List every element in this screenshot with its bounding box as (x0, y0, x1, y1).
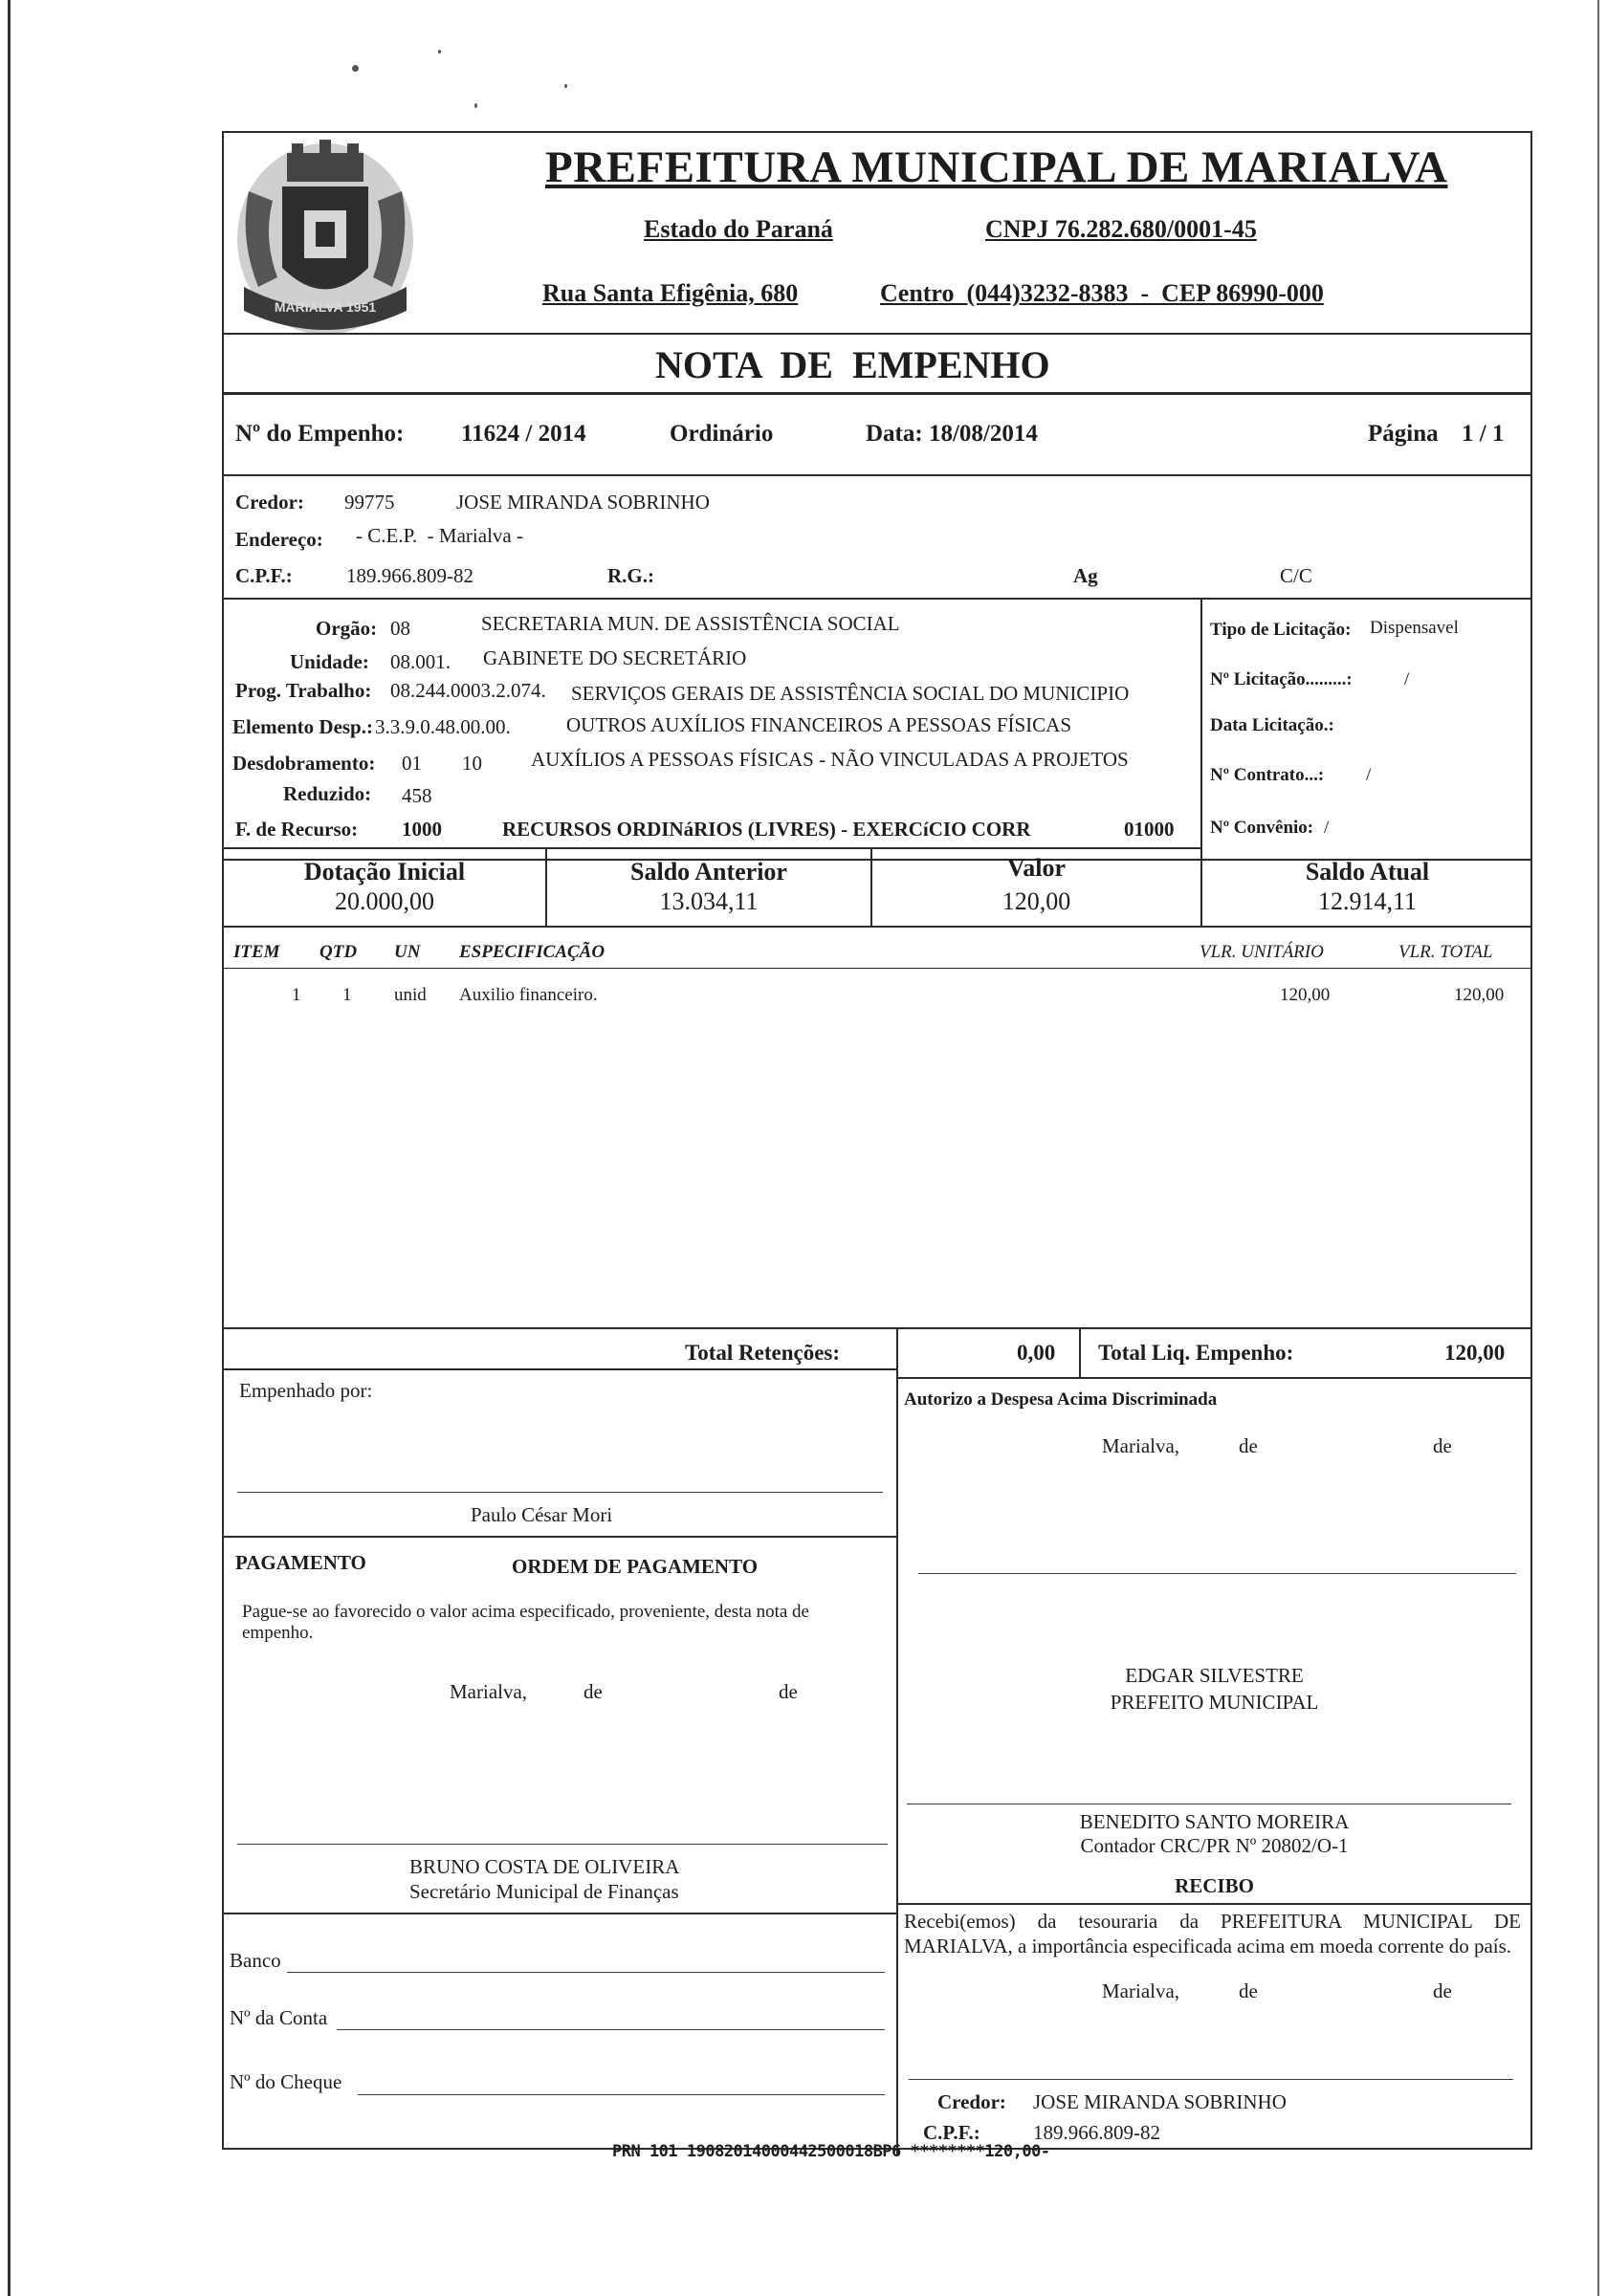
desdobramento-label: Desdobramento: (232, 752, 376, 775)
recurso-label: F. de Recurso: (235, 818, 359, 841)
divider (222, 1913, 896, 1914)
scan-left-edge (8, 0, 11, 2296)
cpf-label: C.P.F.: (235, 564, 293, 587)
item-row-un: unid (394, 985, 427, 1005)
contador-title: Contador CRC/PR Nº 20802/O-1 (1080, 1834, 1349, 1857)
licitacao-number-value: / (1404, 669, 1410, 689)
divider (222, 926, 1532, 928)
item-row-valor-unitario: 120,00 (1280, 985, 1331, 1005)
saldo-anterior-value: 13.034,11 (659, 887, 759, 915)
divider (222, 474, 1532, 476)
cheque-label: Nº do Cheque (230, 2070, 342, 2093)
prefeito-name: EDGAR SILVESTRE (1125, 1664, 1304, 1687)
prefeito-title: PREFEITO MUNICIPAL (1110, 1691, 1319, 1714)
endereco-label: Endereço: (235, 528, 323, 551)
cheque-line (358, 2094, 885, 2095)
divider (222, 333, 1532, 335)
divider (896, 1903, 1532, 1905)
banco-line (287, 1972, 885, 1973)
autorizo-text: Autorizo a Despesa Acima Discriminada (904, 1389, 1218, 1410)
divider (222, 598, 1532, 600)
tipo-licitacao-label: Tipo de Licitação: (1210, 620, 1352, 640)
saldo-atual-value: 12.914,11 (1317, 887, 1418, 915)
pague-text: Pague-se ao favorecido o valor acima especificado, proveniente, desta nota de empenho. (242, 1602, 809, 1643)
divider (222, 1536, 896, 1538)
conta-line (337, 2029, 885, 2030)
reduzido-label: Reduzido: (283, 782, 372, 805)
orgao-label: Orgão: (316, 617, 378, 640)
dotacao-label: Dotação Inicial (303, 858, 466, 886)
licitacao-date-label: Data Licitação.: (1210, 715, 1334, 735)
divider (222, 1368, 896, 1370)
desdobramento-desc: AUXÍLIOS A PESSOAS FÍSICAS - NÃO VINCULADAS A PROJETOS (531, 748, 1129, 771)
item-header: ITEM (233, 942, 280, 962)
valor-label: Valor (1006, 854, 1067, 882)
page-number: 1 / 1 (1462, 421, 1505, 447)
contrato-value: / (1366, 765, 1372, 785)
footer-code: PRN 101 19082014000442500018BP6 ********120,00- (612, 2142, 1050, 2161)
banco-label: Banco (230, 1949, 281, 1972)
item-row-qtd: 1 (342, 985, 352, 1005)
cpf-value: 189.966.809-82 (346, 564, 473, 587)
cc-label: C/C (1280, 564, 1312, 587)
orgao-code: 08 (390, 617, 410, 640)
divider (222, 1327, 1532, 1329)
un-header: UN (394, 942, 421, 962)
ag-label: Ag (1073, 564, 1098, 587)
liq-empenho-value: 120,00 (1444, 1341, 1506, 1365)
scan-right-edge (1597, 0, 1599, 2296)
recibo-de-2: de (1433, 1979, 1452, 2002)
scan-speck (438, 50, 441, 54)
prog-desc: SERVIÇOS GERAIS DE ASSISTÊNCIA SOCIAL DO MUNICIPIO (571, 682, 1130, 705)
empenhado-label: Empenhado por: (239, 1379, 373, 1402)
receipt-cpf-label: C.P.F.: (923, 2121, 980, 2144)
scan-speck (474, 103, 477, 108)
signature-line (237, 1492, 883, 1493)
unidade-desc: GABINETE DO SECRETÁRIO (483, 646, 747, 669)
signature-line (918, 1573, 1516, 1574)
empenho-number: 11624 / 2014 (461, 421, 586, 447)
divider (222, 847, 1201, 849)
divider (896, 1377, 1532, 1379)
address-street: Rua Santa Efigênia, 680 (542, 279, 799, 307)
convenio-label: Nº Convênio: (1210, 818, 1314, 838)
elemento-code: 3.3.9.0.48.00.00. (375, 715, 511, 738)
autorizo-de-2: de (1433, 1434, 1452, 1457)
recibo-de-1: de (1239, 1979, 1258, 2002)
credor-code: 99775 (344, 491, 395, 514)
scan-speck (352, 65, 359, 72)
pagamento-label: PAGAMENTO (235, 1551, 366, 1574)
ordem-pagamento-label: ORDEM DE PAGAMENTO (512, 1555, 759, 1578)
conta-label: Nº da Conta (230, 2006, 328, 2029)
endereco-value: - C.E.P. - Marialva - (356, 524, 523, 547)
divider-vertical (896, 1327, 898, 2154)
scan-speck (564, 84, 567, 88)
divider-vertical (1079, 1327, 1081, 1377)
divider (222, 392, 1532, 395)
unidade-label: Unidade: (290, 650, 369, 673)
address-details: Centro (044)3232-8383 - CEP 86990-000 (880, 279, 1324, 307)
item-row-item: 1 (292, 985, 301, 1005)
document-title: NOTA DE EMPENHO (655, 343, 1050, 386)
valor-value: 120,00 (1002, 887, 1071, 915)
saldo-atual-label: Saldo Atual (1305, 858, 1430, 886)
state-name: Estado do Paraná (644, 215, 833, 243)
rg-label: R.G.: (607, 564, 654, 587)
especificacao-header: ESPECIFICAÇÃO (459, 942, 605, 962)
divider (222, 968, 1532, 969)
pagamento-city: Marialva, (450, 1680, 528, 1703)
saldo-anterior-label: Saldo Anterior (630, 858, 787, 886)
valor-total-header: VLR. TOTAL (1398, 942, 1493, 962)
autorizo-city: Marialva, (1102, 1434, 1180, 1457)
empenho-type: Ordinário (670, 421, 774, 447)
city-hall-title: PREFEITURA MUNICIPAL DE MARIALVA (545, 142, 1448, 192)
recibo-label: RECIBO (1175, 1874, 1254, 1897)
signature-line (909, 2079, 1513, 2080)
contrato-label: Nº Contrato...: (1210, 765, 1325, 785)
cnpj: CNPJ 76.282.680/0001-45 (985, 215, 1257, 243)
tipo-licitacao-value: Dispensavel (1370, 618, 1459, 638)
prog-code: 08.244.0003.2.074. (390, 679, 546, 702)
credor-label: Credor: (235, 491, 304, 514)
convenio-value: / (1324, 818, 1330, 838)
credor-name: JOSE MIRANDA SOBRINHO (456, 491, 710, 514)
liq-empenho-label: Total Liq. Empenho: (1098, 1341, 1294, 1365)
secretario-name: BRUNO COSTA DE OLIVEIRA (409, 1855, 680, 1878)
prog-label: Prog. Trabalho: (235, 679, 372, 702)
retencoes-label: Total Retenções: (685, 1341, 841, 1365)
retencoes-value: 0,00 (1017, 1341, 1056, 1365)
empenhado-name: Paulo César Mori (471, 1503, 613, 1526)
elemento-desc: OUTROS AUXÍLIOS FINANCEIROS A PESSOAS FÍSICAS (566, 713, 1072, 736)
pagamento-de-1: de (583, 1680, 603, 1703)
qtd-header: QTD (319, 942, 358, 962)
page-label: Página (1368, 421, 1439, 447)
reduzido-value: 458 (402, 784, 432, 807)
recibo-text: Recebi(emos) da tesouraria da PREFEITURA MUNICIPAL DE MARIALVA, a importância especificada acima em moeda corrente do país. (904, 1910, 1521, 1957)
item-row-especificacao: Auxilio financeiro. (459, 985, 598, 1005)
orgao-desc: SECRETARIA MUN. DE ASSISTÊNCIA SOCIAL (481, 612, 900, 635)
receipt-cpf-value: 189.966.809-82 (1033, 2121, 1160, 2144)
receipt-credor-label: Credor: (937, 2090, 1006, 2113)
empenho-date: Data: 18/08/2014 (866, 421, 1038, 447)
empenho-label: Nº do Empenho: (235, 421, 405, 447)
signature-line (237, 1844, 888, 1845)
dotacao-value: 20.000,00 (335, 887, 434, 915)
receipt-credor-name: JOSE MIRANDA SOBRINHO (1033, 2090, 1287, 2113)
pagamento-de-2: de (779, 1680, 798, 1703)
valor-unitario-header: VLR. UNITÁRIO (1200, 942, 1324, 962)
recibo-city: Marialva, (1102, 1979, 1180, 2002)
recurso-code-2: 01000 (1124, 818, 1175, 841)
desdobramento-code-1: 01 (402, 752, 422, 775)
unidade-code: 08.001. (390, 650, 451, 673)
licitacao-number-label: Nº Licitação.........: (1210, 669, 1353, 689)
secretario-title: Secretário Municipal de Finanças (409, 1880, 679, 1903)
svg-text:MARIALVA 1951: MARIALVA 1951 (274, 299, 377, 315)
elemento-label: Elemento Desp.: (232, 715, 373, 738)
recurso-code: 1000 (402, 818, 442, 841)
divider-vertical (1200, 598, 1202, 861)
contador-name: BENEDITO SANTO MOREIRA (1079, 1810, 1350, 1833)
recurso-desc: RECURSOS ORDINáRIOS (LIVRES) - EXERCíCIO CORR (502, 818, 1031, 841)
coat-of-arms-logo (230, 134, 421, 344)
autorizo-de-1: de (1239, 1434, 1258, 1457)
item-row-valor-total: 120,00 (1454, 985, 1505, 1005)
desdobramento-code-2: 10 (462, 752, 482, 775)
